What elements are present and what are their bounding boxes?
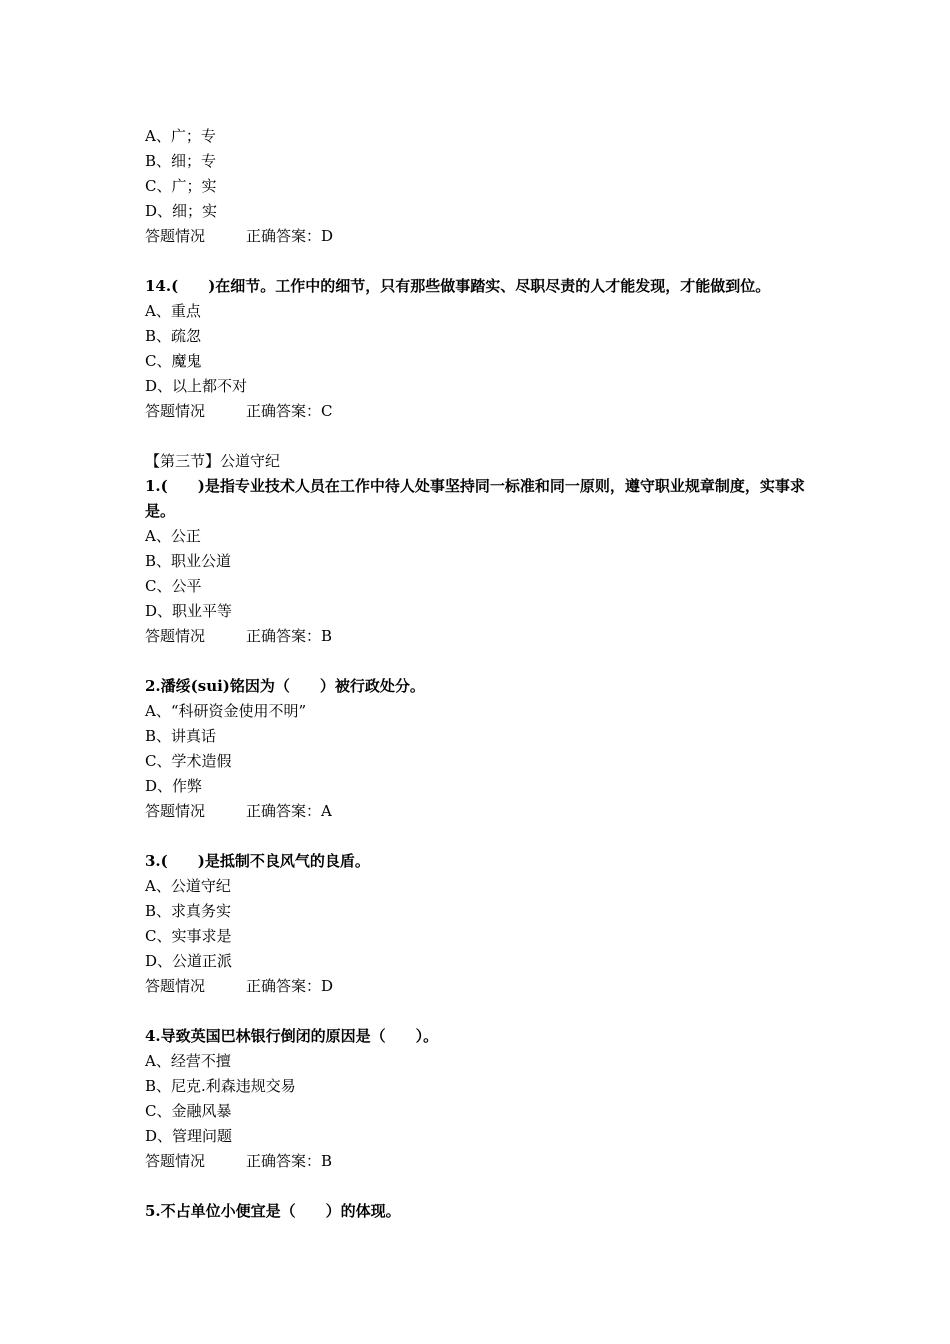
answer-row: [145, 224, 825, 249]
question-block-s4: [145, 1024, 825, 1174]
option-b: B、疏忽: [145, 327, 202, 345]
option-a: A、公道守纪: [145, 877, 231, 895]
question-block-s3: [145, 849, 825, 999]
option-b: B、讲真话: [145, 727, 217, 745]
question-block-s1: [145, 474, 825, 649]
option-c: C、金融风暴: [145, 1102, 232, 1120]
option-c: C、魔鬼: [145, 352, 202, 370]
question-text: 4.导致英国巴林银行倒闭的原因是（ ）。: [145, 1027, 439, 1045]
option-d: D、以上都不对: [145, 377, 248, 395]
answer-status-label: 答题情况: [145, 227, 206, 245]
question-block-13: [145, 124, 825, 249]
answer-status-label: 答题情况: [145, 977, 206, 995]
option-a: A、广；专: [145, 127, 216, 145]
option-b: B、细；专: [145, 152, 217, 170]
answer-status-label: 答题情况: [145, 1152, 206, 1170]
correct-answer: 正确答案：C: [246, 402, 333, 420]
option-a: A、公正: [145, 527, 201, 545]
answer-row: [145, 624, 825, 649]
option-b: B、尼克.利森违规交易: [145, 1077, 296, 1095]
correct-answer: 正确答案：D: [246, 227, 334, 245]
option-c: C、实事求是: [145, 927, 232, 945]
option-a: A、经营不擅: [145, 1052, 231, 1070]
option-d: D、作弊: [145, 777, 203, 795]
option-c: C、广；实: [145, 177, 217, 195]
option-d: D、细；实: [145, 202, 218, 220]
section-title: 【第三节】公道守纪: [145, 452, 281, 470]
option-d: D、管理问题: [145, 1127, 233, 1145]
option-b: B、求真务实: [145, 902, 232, 920]
option-a: A、重点: [145, 302, 201, 320]
correct-answer: 正确答案：D: [246, 977, 334, 995]
answer-row: [145, 974, 825, 999]
option-d: D、公道正派: [145, 952, 233, 970]
answer-row: [145, 1149, 825, 1174]
answer-row: [145, 799, 825, 824]
option-c: C、公平: [145, 577, 202, 595]
question-text: 14.( )在细节。工作中的细节，只有那些做事踏实、尽职尽责的人才能发现，才能做到位。: [145, 277, 771, 295]
question-block-s5: [145, 1199, 825, 1224]
answer-status-label: 答题情况: [145, 627, 206, 645]
answer-status-label: 答题情况: [145, 402, 206, 420]
question-text: 1.( )是指专业技术人员在工作中待人处事坚持同一标准和同一原则，遵守职业规章制度，实事求是。: [145, 477, 805, 520]
answer-status-label: 答题情况: [145, 802, 206, 820]
correct-answer: 正确答案：B: [246, 1152, 333, 1170]
option-d: D、职业平等: [145, 602, 233, 620]
question-text: 2.潘绥(sui)铭因为（ ）被行政处分。: [145, 677, 425, 695]
question-block-s2: [145, 674, 825, 824]
option-c: C、学术造假: [145, 752, 232, 770]
correct-answer: 正确答案：B: [246, 627, 333, 645]
question-block-14: [145, 274, 825, 424]
answer-row: [145, 399, 825, 424]
question-text: 5.不占单位小便宜是（ ）的体现。: [145, 1202, 401, 1220]
document-page: [145, 124, 825, 1224]
option-b: B、职业公道: [145, 552, 232, 570]
question-text: 3.( )是抵制不良风气的良盾。: [145, 852, 370, 870]
option-a: A、“科研资金使用不明”: [145, 702, 307, 720]
correct-answer: 正确答案：A: [246, 802, 332, 820]
